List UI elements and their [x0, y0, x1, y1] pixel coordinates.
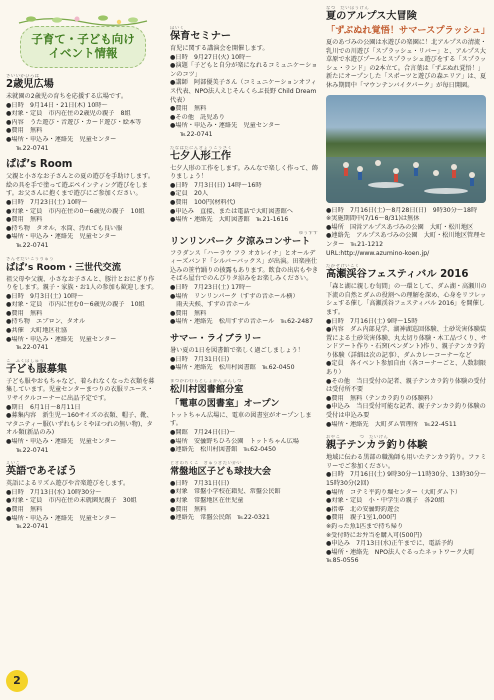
- event-tel: ℡22-0741: [16, 523, 49, 531]
- event-row: ●場所・申込み・連絡先 児童センター: [6, 514, 117, 522]
- event-tel: ℡22-0741: [16, 344, 49, 352]
- event-row: ●場所・連絡先 NPO法人ぐるったネットワーク大町 ℡85-0556: [326, 548, 481, 565]
- event-intro: 子ども服やおもちゃなど、着られなくなった衣類を募集しています。児童センターまつりの衣服リユース・リサイクルコーナーに出品予定です。: [6, 377, 155, 403]
- event-row: ●申込み 当日受付可能な記者、親子テンカラ釣り体験の受付は申込み要: [326, 403, 486, 420]
- event-kids-clothes: [6, 359, 158, 455]
- event-subtitle: 「ずぶぬれ覚悟！サマースプラッシュ」: [326, 25, 491, 36]
- event-title: 七夕人形工作: [170, 150, 232, 162]
- event-row: ●日時 7月16日(土)〜8月28日(日) 9時30分〜18時: [326, 206, 478, 214]
- event-row: ●その他 託児あり: [170, 113, 225, 121]
- event-tanabata-craft: [170, 146, 318, 225]
- event-row: ●対象 常盤地区在住児童: [170, 496, 244, 504]
- ruby: なつ だいぼうけん: [326, 6, 370, 11]
- event-tel: ℡22-0741: [16, 446, 49, 454]
- event-row: ●日時 9月27日(火) 10時〜: [170, 53, 252, 61]
- event-row: ●場所・申込み・連絡先 児童センター: [170, 122, 281, 130]
- column-middle: [170, 26, 318, 529]
- column-right: [326, 6, 491, 572]
- event-alps-adventure: [326, 6, 491, 258]
- leaf-garland-icon: [15, 13, 151, 29]
- event-title: 保育セミナー: [170, 31, 232, 42]
- ruby: ゆうすず: [298, 230, 318, 236]
- event-title: 高瀬渓谷フェスティバル 2016: [326, 269, 469, 281]
- event-title: サマー・ライブラリー: [170, 333, 262, 345]
- event-intro: 未就園の2歳児の育ちを応援する広場です。: [6, 93, 128, 100]
- event-intro: 育児に関する講演会を開催します。: [170, 45, 269, 52]
- ruby: たかせけいこく: [326, 264, 360, 270]
- event-row: ●費用 無料: [170, 505, 207, 513]
- event-row: ●日時 7月31日(日): [170, 479, 230, 487]
- event-row: ●日時 7月23日(土) 10時〜: [6, 198, 88, 206]
- event-tel: ℡22-0741: [180, 130, 213, 138]
- event-row: ●場所・連絡先 松川すずの音ホール ℡62-2487: [170, 318, 314, 326]
- event-row: ●連絡先 常盤公民館 ℡22-0321: [170, 514, 270, 522]
- event-row: ●費用 無料: [6, 127, 43, 135]
- event-row: ※受付時にお弁当を購入可(500円): [326, 531, 423, 539]
- event-title: ぱぱ’s Room: [6, 159, 73, 171]
- event-row: ●場所・申込み・連絡先 児童センター: [6, 135, 117, 143]
- event-row: ●日時 7月16日(土) 9時〜15時: [326, 317, 418, 325]
- splash-photo: [326, 95, 486, 203]
- event-row: ●定員 20人: [170, 190, 209, 198]
- event-row: ●場所 リンリンパーク（すずの音ホール横）: [170, 292, 299, 300]
- event-row: ※釣った魚1匹まで持ち帰り: [326, 522, 404, 530]
- event-row: ●対象 常盤小学校在籍児、常盤公民館: [170, 488, 281, 496]
- event-ball-games: [170, 461, 318, 523]
- ruby: えいご: [6, 461, 21, 467]
- children-in-water-image: [326, 95, 486, 203]
- event-row: ●内容 うた遊び・音遊び・カード遊び・絵本等: [6, 118, 142, 126]
- event-english-play: [6, 461, 158, 532]
- event-title: 子ども服募集: [6, 363, 68, 375]
- event-row: ●費用 無料: [6, 216, 43, 224]
- event-intro: トットちゃん広場に、電車の図書室がオープンします。: [170, 411, 312, 428]
- ruby: さいいかひろば: [6, 74, 40, 79]
- ruby: こ ふくぼしゅう: [6, 358, 45, 364]
- event-evening-concert: [170, 231, 318, 327]
- ruby: まつかわむらとしょかんぶんしつ: [170, 378, 242, 384]
- ruby: ときわちくこ きゅうぎたいかい: [170, 460, 242, 466]
- event-papas-room: [6, 159, 158, 250]
- event-row: ●日時 9月14日・21日(木) 10時〜: [6, 101, 108, 109]
- event-title: 親子テンカラ釣り体験: [326, 440, 428, 452]
- event-info-badge: [20, 26, 146, 68]
- event-row: ●場所 国営アルプスあづみの公園 大町・松川地区: [326, 223, 474, 231]
- event-row: ●内容 ダム内部見学、湖神湖巡回体験、土砂災害体験装置による土砂災害体験、丸太切り体験・木工品づくり、サンドアート作り・石窯(ペンダント)作り、親子テンカラ釣り体験（詳細は次の記事）、ダムカレーコーナーなど: [326, 326, 487, 359]
- event-row: ●費用 無料: [170, 309, 207, 317]
- event-row: ●連絡先 アルプスあづみの公園 大町・松川地区管理センター ℡21-1212: [326, 232, 486, 248]
- event-row: ●演題「子どもと自分が楽になれるコミュニケーションのコツ」: [170, 62, 318, 78]
- event-row: ●申込み 直接、または電話で大町図書館へ: [170, 207, 293, 215]
- ruby: たなばたにんぎょうこうさく: [170, 145, 233, 151]
- event-summer-library: [170, 333, 318, 373]
- event-url[interactable]: URL:http://www.azumino-koen.jp/: [326, 249, 430, 257]
- event-row: ●場所・連絡先 大町図書館 ℡21-1616: [170, 216, 289, 224]
- event-intro: 七夕人形の工作をします。みんなで楽しく作って、飾りましょう！: [170, 164, 318, 181]
- event-row: ●その他 当日受付の記者、親子テンカラ釣り体験の受付は受付所不要: [326, 377, 486, 394]
- event-intro: 夏のあづみの公園は水遊びの楽園に！北アルプスの清流・乳川での川遊び「スプラッシュ・リバー」と、アルプス大草原で水遊びプールとスプラッシュ遊びをする「スプラッシュ・ランド」の2本立て。合言葉は「ずぶぬれ覚悟！」新たにオープンした「スポーツと遊びの森エリア」は、夏休み期間中「マウンテンバイクパーク」が毎日開園。: [326, 39, 487, 89]
- event-library-branch: [170, 379, 318, 455]
- event-row: ●対象・定員 小・中学生の親子 各20組: [326, 497, 445, 505]
- event-intro: 地域に伝わる黒部の職漁師も用いたテンカラ釣り。ファミリーでご参加ください。: [326, 454, 487, 470]
- event-tenkara-fishing: [326, 435, 488, 566]
- event-title: 英語であそぼう: [6, 466, 78, 478]
- event-subtitle: 「電車の図書室」オープン: [170, 397, 280, 409]
- event-row: ●日時 7月16日(土) 9時30分〜11時30分、13時30分〜15時30分(2回): [326, 471, 487, 487]
- event-row: ●共催 大町地区社協: [6, 327, 68, 335]
- page-number: 2: [6, 670, 28, 692]
- event-intro: 英語によるリズム遊びや音楽遊びをします。: [6, 480, 130, 488]
- event-takase-festival: [326, 264, 488, 429]
- event-row: ●日時 7月23日(土) 17時〜: [170, 284, 252, 292]
- event-row: ●募集内容 新生児〜160サイズの衣類、帽子、靴、マタニティー服(いずれもシミやほつれの無い物)、タオル類(新品のみ): [6, 412, 153, 437]
- event-tel: ℡22-0741: [16, 144, 49, 152]
- ruby: ほいく: [170, 26, 185, 31]
- event-row: ●場所・申込み・連絡先 児童センター: [6, 233, 117, 241]
- event-title: リンリンパーク 夕涼みコンサート: [170, 235, 311, 247]
- event-childcare-seminar: [170, 26, 318, 140]
- badge-line-2: イベント情報: [48, 46, 118, 60]
- event-row: ●費用 無料: [170, 105, 207, 113]
- event-row: ●日時 7月31日(日): [170, 355, 230, 363]
- event-row: ●申込み 7月13日(水)正午までに、電話予約: [326, 540, 454, 548]
- ruby: おやこ つ たいけん: [326, 435, 389, 441]
- event-row: ●費用 親子1室1,000円: [326, 514, 397, 522]
- event-row: ●対象・定員 市内在住の0〜6歳児の親子 10組: [6, 207, 145, 215]
- event-row: ●費用 100円(材料代): [170, 198, 236, 206]
- event-row: ※実施期間中(7/16〜8/31)は無休: [326, 215, 420, 223]
- event-2yo-plaza: [6, 74, 158, 153]
- event-intro: 「森と湖に親しむ旬間」の一環として、ダム湖・高瀬川の下流の自然とダムの役割への理解を深め、心身をリフレッシュする催し「高瀬渓谷フェスティバル 2016」を開催します。: [326, 283, 487, 316]
- event-row: 雨天天候、すずの音ホール: [170, 301, 251, 309]
- event-row: ●対象・定員 市内に住む0〜6歳児の親子 10組: [6, 301, 145, 309]
- badge-line-1: 子育て・子ども向け: [31, 32, 135, 46]
- event-title: 松川村図書館分室: [170, 383, 244, 395]
- event-row: ●持ち物 タオル、水筒、汚れても良い服: [6, 224, 123, 232]
- event-row: ●対象・定員 市内在住の未就園児親子 30組: [6, 497, 137, 505]
- event-row: ●連絡先 松川村図書館 ℡62-0450: [170, 446, 276, 454]
- event-row: ●場所 コテミ平釣り堀センター（大町ダム下）: [326, 488, 462, 496]
- event-title: ぱぱ’s Room・三世代交流: [6, 261, 121, 273]
- event-row: ●期日 6月1日〜8月11日: [6, 403, 81, 411]
- event-row: ●指導 北の安曇野釣遊会: [326, 505, 400, 513]
- ruby: さんせだいこうりゅう: [6, 256, 54, 262]
- event-title: 常盤地区子ども球技大会: [170, 465, 272, 477]
- event-row: ●場所・連絡先 大町ダム管理所 ℡22-4511: [326, 420, 457, 428]
- event-tel: ℡22-0741: [16, 241, 49, 249]
- event-intro: フラダンス「ハーラウ フラ オカレイナ」とオールディーズバンド「シルバーバックス」が出演。田楽座仕込みの笹竹踊りの披露もあります。飲食の出店もやきそばら屋台でのんびりタ涼みをお楽しみください。: [170, 249, 319, 283]
- event-row: ●場所 安曇野ちひろ公園 トットちゃん広場: [170, 437, 299, 445]
- event-row: ●日時 7月13日(水) 10時30分〜: [6, 488, 102, 496]
- event-row: ●持ち物 エプロン、タオル: [6, 318, 86, 326]
- event-row: ●対象・定員 市内在住の2歳児の親子 8組: [6, 110, 131, 118]
- event-row: ●場所・申込み・連絡先 児童センター: [6, 438, 117, 445]
- event-row: ●場所・申込み・連絡先 児童センター: [6, 335, 117, 343]
- event-row: ●費用 無料: [6, 309, 43, 317]
- event-row: ●講師 阿部優美子さん（コミュニケーションオフィス代表、NPO法人えじそんくらぶ長野 Child Dream 代表）: [170, 79, 317, 104]
- event-row: ●費用 無料（テンカラ釣りの体験料）: [326, 394, 437, 402]
- event-row: ●費用 無料: [6, 505, 43, 513]
- event-title: 2歳児広場: [6, 79, 54, 90]
- event-row: ●開館 7月24日(日)〜: [170, 429, 236, 436]
- event-row: ●定員 各イベント参加自由（各コーナーごと、人数制限あり）: [326, 360, 487, 377]
- event-intro: 祖父母や父親、小さなお子さんと、豚汁とおにぎり作りをします。親子・家族・お1人の参加も歓迎します。: [6, 275, 158, 292]
- event-three-generations: [6, 257, 158, 353]
- event-row: ●場所・連絡先 松川村図書館 ℡62-0450: [170, 364, 295, 372]
- event-intro: 父親と小さなお子さんとの夏の遊びを手助けします。絵の具を手で塗って遊ぶペインティング遊びをします。お父さんに抱くまで遊びにご参加ください。: [6, 173, 155, 198]
- event-title: 夏のアルプス大冒険: [326, 11, 417, 22]
- column-left: [6, 0, 158, 538]
- event-intro: 暑い夏の1日を図書館で楽しく過ごしましょう！: [170, 347, 304, 355]
- event-row: ●日時 9月3日(土) 10時〜: [6, 292, 84, 300]
- event-row: ●日時 7月3日(日) 14時〜16時: [170, 181, 262, 189]
